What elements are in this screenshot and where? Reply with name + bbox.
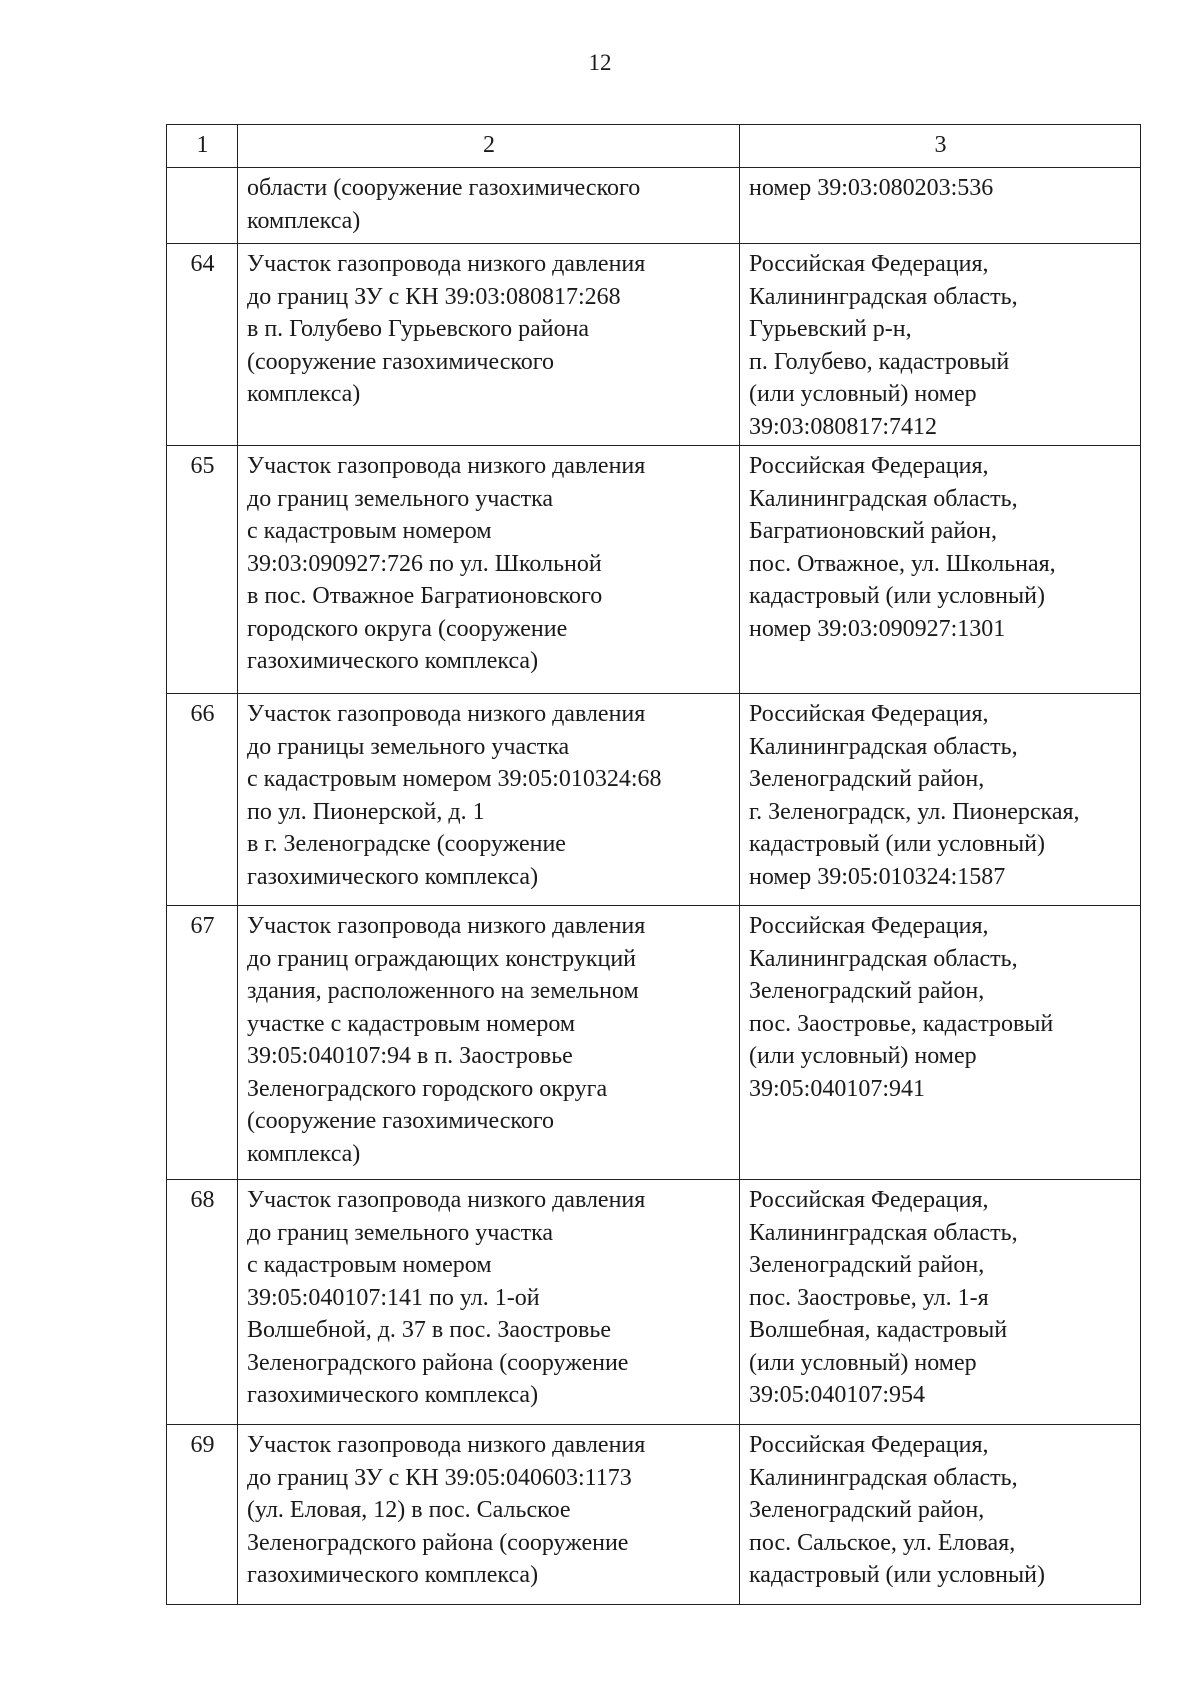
table-row bbox=[167, 1425, 1141, 1605]
description-line: Участок газопровода низкого давления bbox=[247, 1187, 646, 1213]
description-line: в п. Голубево Гурьевского района bbox=[247, 316, 590, 342]
address-line: Калининградская область, bbox=[749, 945, 1018, 972]
row-number bbox=[167, 168, 238, 244]
row-address bbox=[740, 244, 1141, 446]
description-line: с кадастровым номером bbox=[247, 1252, 492, 1278]
address-line: Российская Федерация, bbox=[749, 1187, 989, 1213]
row-description bbox=[238, 694, 740, 906]
description-line: до границ ЗУ с КН 39:05:040603:1173 bbox=[247, 1464, 632, 1491]
description-line: до границ ЗУ с КН 39:03:080817:268 bbox=[247, 283, 621, 310]
address-line: пос. Сальское, ул. Еловая, bbox=[749, 1529, 1016, 1556]
address-line: 39:05:040107:941 bbox=[749, 1075, 926, 1102]
address-line: Зеленоградский район, bbox=[749, 978, 985, 1004]
address-line: Калининградская область, bbox=[749, 1219, 1018, 1246]
row-number: 65 bbox=[167, 446, 238, 694]
description-line: Волшебной, д. 37 в пос. Заостровье bbox=[247, 1317, 611, 1343]
address-line: пос. Заостровье, кадастровый bbox=[749, 1010, 1054, 1037]
row-number: 68 bbox=[167, 1180, 238, 1425]
description-line: газохимического комплекса) bbox=[247, 1562, 539, 1588]
description-line: участке с кадастровым номером bbox=[247, 1010, 576, 1037]
row-description bbox=[238, 244, 740, 446]
description-line: (сооружение газохимического bbox=[247, 1108, 555, 1134]
page-number: 12 bbox=[588, 50, 612, 75]
description-line: (сооружение газохимического bbox=[247, 348, 555, 375]
description-line: газохимического комплекса) bbox=[247, 863, 539, 890]
description-line: Зеленоградского района (сооружение bbox=[247, 1349, 629, 1376]
description-line: (ул. Еловая, 12) в пос. Сальское bbox=[247, 1497, 571, 1523]
row-address bbox=[740, 1180, 1141, 1425]
row-description bbox=[238, 1425, 740, 1605]
description-line: с кадастровым номером bbox=[247, 518, 492, 544]
address-line: 39:03:080817:7412 bbox=[749, 413, 938, 440]
row-number: 69 bbox=[167, 1425, 238, 1605]
table-header-row bbox=[167, 125, 1141, 168]
address-line: Зеленоградский район, bbox=[749, 1497, 985, 1523]
address-line: Калининградская область, bbox=[749, 485, 1018, 512]
description-line: Участок газопровода низкого давления bbox=[247, 251, 646, 277]
row-description bbox=[238, 1180, 740, 1425]
address-line: номер 39:03:090927:1301 bbox=[749, 615, 1006, 642]
address-line: Зеленоградский район, bbox=[749, 1252, 985, 1278]
table-row bbox=[167, 244, 1141, 446]
description-line: комплекса) bbox=[247, 1140, 361, 1167]
address-line: Гурьевский р-н, bbox=[749, 316, 912, 342]
description-line: комплекса) bbox=[247, 381, 361, 407]
row-number: 67 bbox=[167, 906, 238, 1180]
address-line: Волшебная, кадастровый bbox=[749, 1317, 1008, 1343]
address-line: Зеленоградский район, bbox=[749, 766, 985, 792]
address-line: Российская Федерация, bbox=[749, 1432, 989, 1458]
address-line: Багратионовский район, bbox=[749, 518, 998, 544]
address-line: п. Голубево, кадастровый bbox=[749, 348, 1010, 375]
description-line: Зеленоградского района (сооружение bbox=[247, 1529, 629, 1556]
row-number: 64 bbox=[167, 244, 238, 446]
row-description bbox=[238, 446, 740, 694]
address-line: номер 39:03:080203:536 bbox=[749, 175, 994, 201]
row-description bbox=[238, 906, 740, 1180]
row-address bbox=[740, 1425, 1141, 1605]
row-address bbox=[740, 168, 1141, 244]
description-line: 39:05:040107:94 в п. Заостровье bbox=[247, 1043, 573, 1069]
address-line: г. Зеленоградск, ул. Пионерская, bbox=[749, 798, 1080, 825]
description-line: Участок газопровода низкого давления bbox=[247, 453, 646, 479]
description-line: газохимического комплекса) bbox=[247, 648, 539, 674]
description-line: Участок газопровода низкого давления bbox=[247, 913, 646, 939]
column-header-address: 3 bbox=[740, 125, 1141, 168]
description-line: с кадастровым номером 39:05:010324:68 bbox=[247, 766, 662, 792]
description-line: в пос. Отважное Багратионовского bbox=[247, 583, 603, 609]
column-header-description: 2 bbox=[238, 125, 740, 168]
address-line: Российская Федерация, bbox=[749, 453, 989, 479]
description-line: до границ земельного участка bbox=[247, 485, 554, 512]
description-line: городского округа (сооружение bbox=[247, 615, 568, 642]
address-line: кадастровый (или условный) bbox=[749, 583, 1045, 609]
description-line: до границ ограждающих конструкций bbox=[247, 945, 637, 972]
table-row bbox=[167, 906, 1141, 1180]
table-row bbox=[167, 168, 1141, 244]
address-line: кадастровый (или условный) bbox=[749, 831, 1045, 857]
address-line: Российская Федерация, bbox=[749, 251, 989, 277]
address-line: номер 39:05:010324:1587 bbox=[749, 863, 1006, 890]
column-header-number: 1 bbox=[167, 125, 238, 168]
row-address bbox=[740, 906, 1141, 1180]
row-description bbox=[238, 168, 740, 244]
table-row bbox=[167, 694, 1141, 906]
description-line: здания, расположенного на земельном bbox=[247, 978, 639, 1004]
address-line: пос. Заостровье, ул. 1-я bbox=[749, 1284, 989, 1311]
address-line: (или условный) номер bbox=[749, 1043, 977, 1069]
address-line: Российская Федерация, bbox=[749, 701, 989, 727]
address-line: Калининградская область, bbox=[749, 733, 1018, 760]
address-line: (или условный) номер bbox=[749, 1349, 977, 1376]
address-line: (или условный) номер bbox=[749, 381, 977, 407]
row-address bbox=[740, 694, 1141, 906]
description-line: до границы земельного участка bbox=[247, 733, 570, 760]
address-line: Российская Федерация, bbox=[749, 913, 989, 939]
description-line: области (сооружение газохимического bbox=[247, 175, 641, 201]
description-line: 39:03:090927:726 по ул. Школьной bbox=[247, 550, 602, 577]
description-line: Участок газопровода низкого давления bbox=[247, 1432, 646, 1458]
description-line: по ул. Пионерской, д. 1 bbox=[247, 798, 485, 825]
address-line: 39:05:040107:954 bbox=[749, 1382, 926, 1408]
description-line: комплекса) bbox=[247, 207, 361, 234]
table-row bbox=[167, 1180, 1141, 1425]
description-line: газохимического комплекса) bbox=[247, 1382, 539, 1408]
description-line: Зеленоградского городского округа bbox=[247, 1075, 608, 1102]
address-line: кадастровый (или условный) bbox=[749, 1562, 1045, 1588]
description-line: Участок газопровода низкого давления bbox=[247, 701, 646, 727]
description-line: 39:05:040107:141 по ул. 1-ой bbox=[247, 1284, 540, 1311]
row-number: 66 bbox=[167, 694, 238, 906]
registry-table bbox=[166, 124, 1141, 1605]
table-row bbox=[167, 446, 1141, 694]
description-line: в г. Зеленоградске (сооружение bbox=[247, 831, 566, 857]
description-line: до границ земельного участка bbox=[247, 1219, 554, 1246]
address-line: Калининградская область, bbox=[749, 1464, 1018, 1491]
address-line: Калининградская область, bbox=[749, 283, 1018, 310]
row-address bbox=[740, 446, 1141, 694]
address-line: пос. Отважное, ул. Школьная, bbox=[749, 550, 1056, 577]
